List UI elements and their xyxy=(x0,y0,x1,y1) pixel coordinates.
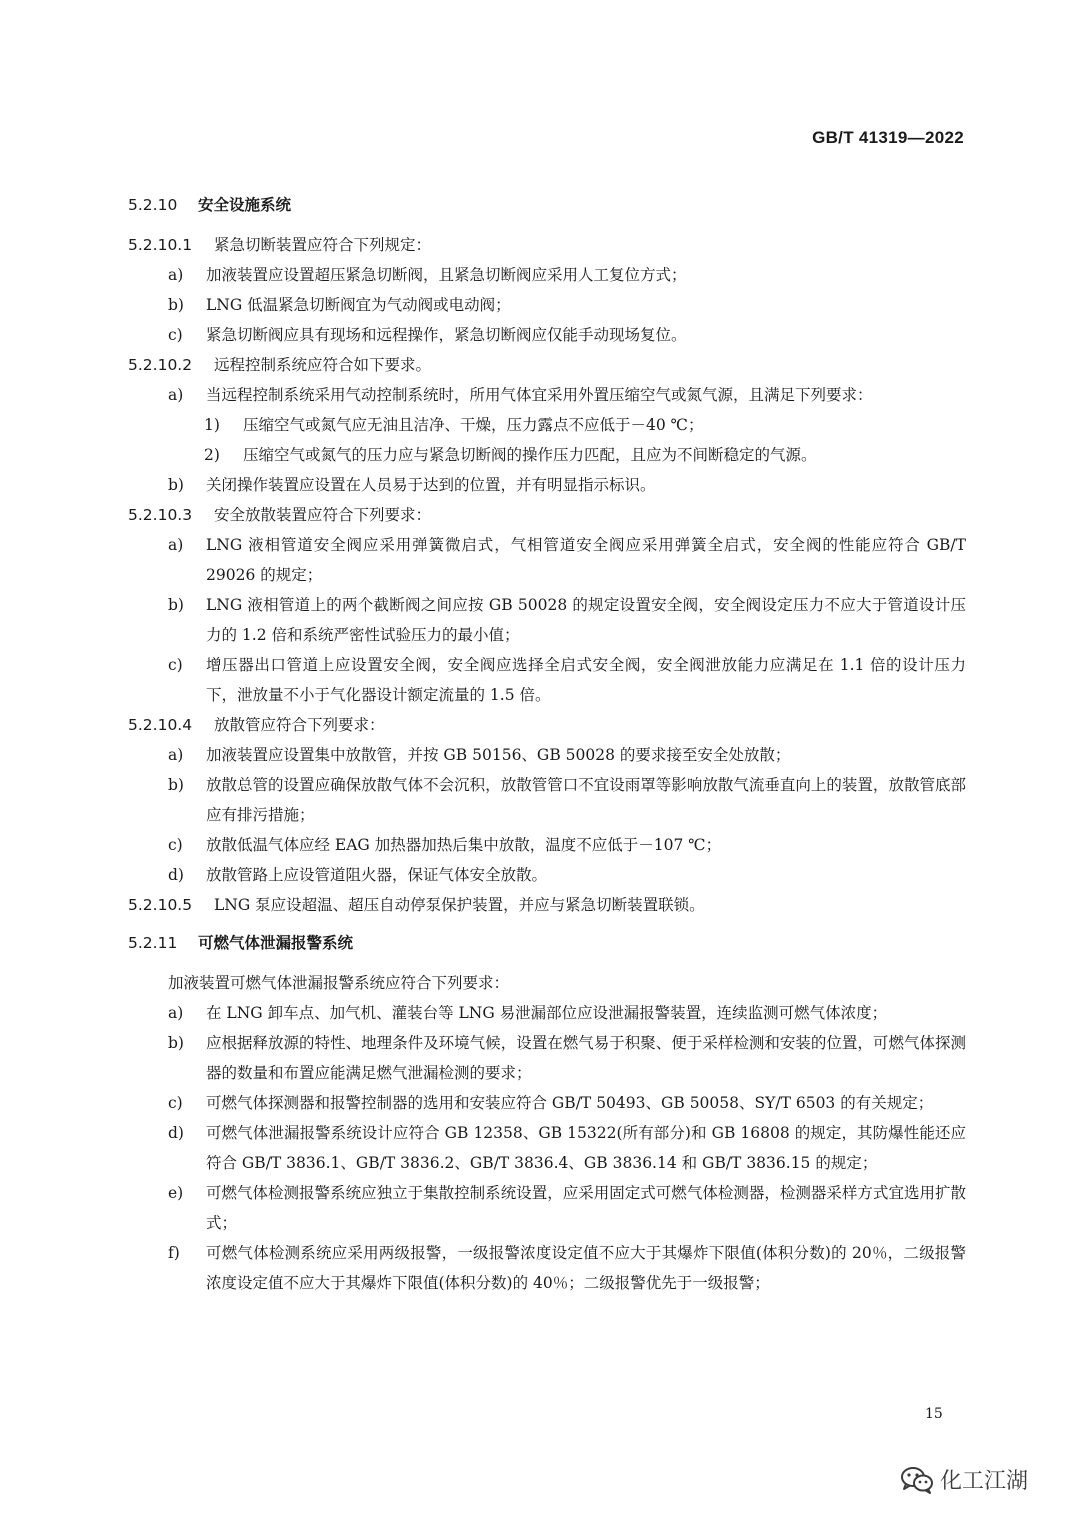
list-item xyxy=(128,290,966,320)
item-text: 放散管路上应设管道阻火器，保证气体安全放散。 xyxy=(206,866,548,884)
item-text: 可燃气体泄漏报警系统设计应符合 GB 12358、GB 15322(所有部分)和 GB 16808 的规定，其防爆性能还应符合 GB/T 3836.1、GB/T 3836.2、GB/T 3836.4、GB 3836.14 和 GB/T 3836.15 的规定； xyxy=(206,1124,966,1172)
item-label: d) xyxy=(168,866,184,884)
item-label: b) xyxy=(168,296,184,314)
item-label: f) xyxy=(168,1244,180,1262)
list-item xyxy=(128,1088,966,1118)
clause-number: 5.2.10.5 xyxy=(128,896,193,914)
list-item xyxy=(128,320,966,350)
item-text: 增压器出口管道上应设置安全阀，安全阀应选择全启式安全阀，安全阀泄放能力应满足在 1.1 倍的设计压力下，泄放量不小于气化器设计额定流量的 1.5 倍。 xyxy=(206,656,966,704)
item-label: b) xyxy=(168,776,184,794)
clause-number: 5.2.10.3 xyxy=(128,506,193,524)
item-label: a) xyxy=(168,1004,184,1022)
item-label: a) xyxy=(168,266,184,284)
section-title: 安全设施系统 xyxy=(198,196,292,214)
item-label: a) xyxy=(168,386,184,404)
list-item xyxy=(128,740,966,770)
item-label: b) xyxy=(168,476,184,494)
clause-text: 紧急切断装置应符合下列规定： xyxy=(214,236,432,254)
clause-number: 5.2.10.4 xyxy=(128,716,193,734)
document-body xyxy=(128,190,966,1298)
list-item xyxy=(128,260,966,290)
section-number: 5.2.11 xyxy=(128,934,178,952)
list-item xyxy=(128,650,966,710)
item-text: 紧急切断阀应具有现场和远程操作，紧急切断阀应仅能手动现场复位。 xyxy=(206,326,687,344)
watermark xyxy=(900,1464,1028,1495)
page-number: 15 xyxy=(925,1406,943,1422)
section-heading-5-2-11 xyxy=(128,928,966,958)
clause-5-2-10-2 xyxy=(128,350,966,380)
sub-list-item xyxy=(128,410,966,440)
item-label: b) xyxy=(168,596,184,614)
item-text: 加液装置应设置集中放散管，并按 GB 50156、GB 50028 的要求接至安全处放散； xyxy=(206,746,791,764)
list-item xyxy=(128,380,966,410)
item-label: c) xyxy=(168,656,183,674)
item-label: d) xyxy=(168,1124,184,1142)
item-label: a) xyxy=(168,746,184,764)
list-item xyxy=(128,1028,966,1088)
item-label: c) xyxy=(168,1094,183,1112)
list-item xyxy=(128,1178,966,1238)
item-text: LNG 液相管道上的两个截断阀之间应按 GB 50028 的规定设置安全阀，安全阀设定压力不应大于管道设计压力的 1.2 倍和系统严密性试验压力的最小值； xyxy=(206,596,966,644)
section-number: 5.2.10 xyxy=(128,196,178,214)
item-text: LNG 低温紧急切断阀宜为气动阀或电动阀； xyxy=(206,296,511,314)
clause-5-2-10-5 xyxy=(128,890,966,920)
watermark-text: 化工江湖 xyxy=(940,1469,1029,1494)
list-item xyxy=(128,830,966,860)
sub-list-item xyxy=(128,440,966,470)
list-item xyxy=(128,770,966,830)
clause-text: 放散管应符合下列要求： xyxy=(214,716,385,734)
item-text: 在 LNG 卸车点、加气机、灌装台等 LNG 易泄漏部位应设泄漏报警装置，连续监测可燃气体浓度； xyxy=(206,1004,888,1022)
section-intro: 加液装置可燃气体泄漏报警系统应符合下列要求： xyxy=(168,974,510,992)
item-label: b) xyxy=(168,1034,184,1052)
list-item xyxy=(128,470,966,500)
list-item xyxy=(128,530,966,590)
item-text: 可燃气体检测系统应采用两级报警，一级报警浓度设定值不应大于其爆炸下限值(体积分数)的 20％，二级报警浓度设定值不应大于其爆炸下限值(体积分数)的 40％；二级报警优先于一级报警； xyxy=(206,1244,966,1292)
item-label: 2) xyxy=(204,446,220,464)
item-text: 关闭操作装置应设置在人员易于达到的位置，并有明显指示标识。 xyxy=(206,476,656,494)
item-text: LNG 液相管道安全阀应采用弹簧微启式，气相管道安全阀应采用弹簧全启式，安全阀的性能应符合 GB/T 29026 的规定； xyxy=(206,536,966,584)
list-item xyxy=(128,1118,966,1178)
clause-text: LNG 泵应设超温、超压自动停泵保护装置，并应与紧急切断装置联锁。 xyxy=(214,896,705,914)
list-item xyxy=(128,998,966,1028)
item-text: 放散总管的设置应确保放散气体不会沉积，放散管管口不宜设雨罩等影响放散气流垂直向上的装置，放散管底部应有排污措施； xyxy=(206,776,966,824)
wechat-icon xyxy=(900,1466,934,1494)
item-text: 可燃气体探测器和报警控制器的选用和安装应符合 GB/T 50493、GB 50058、SY/T 6503 的有关规定； xyxy=(206,1094,934,1112)
clause-number: 5.2.10.1 xyxy=(128,236,193,254)
item-text: 应根据释放源的特性、地理条件及环境气候，设置在燃气易于积聚、便于采样检测和安装的位置，可燃气体探测器的数量和布置应能满足燃气泄漏检测的要求； xyxy=(206,1034,966,1082)
clause-text: 安全放散装置应符合下列要求： xyxy=(214,506,432,524)
item-label: e) xyxy=(168,1184,184,1202)
clause-5-2-10-3 xyxy=(128,500,966,530)
section-title: 可燃气体泄漏报警系统 xyxy=(198,934,354,952)
clause-5-2-10-1 xyxy=(128,230,966,260)
document-id: GB/T 41319—2022 xyxy=(812,128,964,147)
section-heading-5-2-10 xyxy=(128,190,966,220)
item-text: 加液装置应设置超压紧急切断阀，且紧急切断阀应采用人工复位方式； xyxy=(206,266,687,284)
clause-number: 5.2.10.2 xyxy=(128,356,193,374)
item-text: 当远程控制系统采用气动控制系统时，所用气体宜采用外置压缩空气或氮气源，且满足下列要求： xyxy=(206,386,873,404)
clause-5-2-10-4 xyxy=(128,710,966,740)
list-item xyxy=(128,590,966,650)
item-text: 可燃气体检测报警系统应独立于集散控制系统设置，应采用固定式可燃气体检测器，检测器采样方式宜选用扩散式； xyxy=(206,1184,966,1232)
clause-text: 远程控制系统应符合如下要求。 xyxy=(214,356,432,374)
list-item xyxy=(128,860,966,890)
item-label: 1) xyxy=(204,416,220,434)
item-text: 压缩空气或氮气应无油且洁净、干燥，压力露点不应低于－40 ℃； xyxy=(243,416,704,434)
item-label: c) xyxy=(168,836,183,854)
item-label: a) xyxy=(168,536,184,554)
list-item xyxy=(128,1238,966,1298)
item-text: 放散低温气体应经 EAG 加热器加热后集中放散，温度不应低于－107 ℃； xyxy=(206,836,722,854)
item-text: 压缩空气或氮气的压力应与紧急切断阀的操作压力匹配，且应为不间断稳定的气源。 xyxy=(243,446,817,464)
item-label: c) xyxy=(168,326,183,344)
